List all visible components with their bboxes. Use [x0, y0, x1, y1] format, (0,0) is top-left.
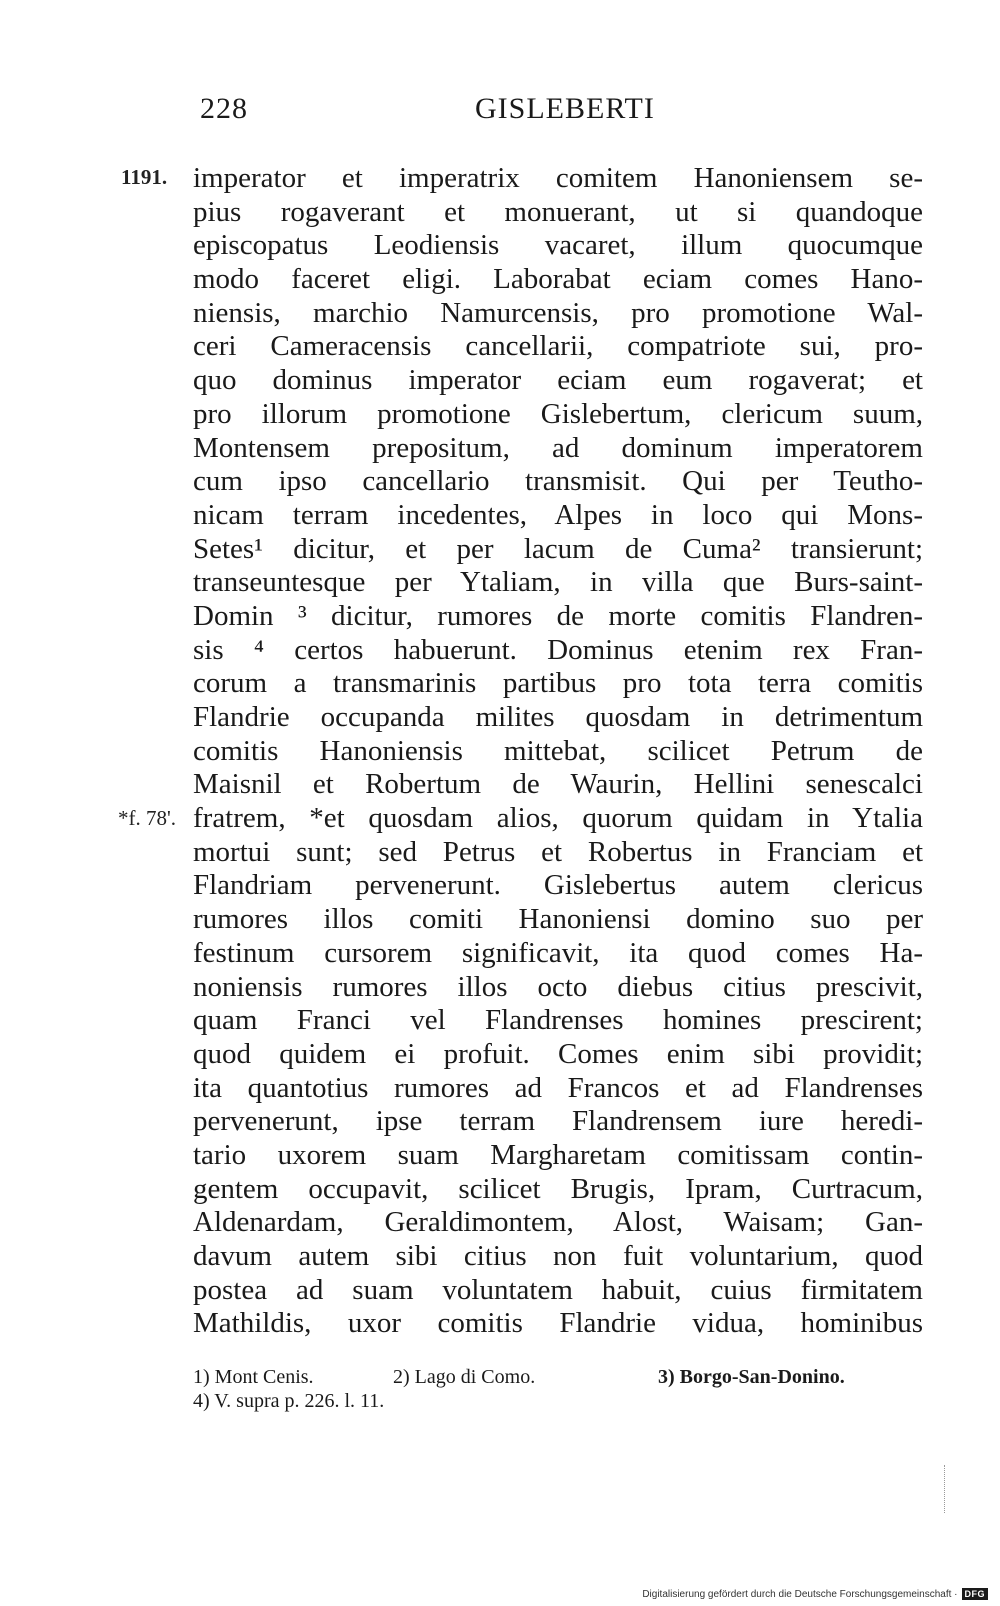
- text-line: postea ad suam voluntatem habuit, cuius firmitatem: [193, 1273, 923, 1306]
- scan-mark: [944, 1465, 946, 1513]
- text-line: ita quantotius rumores ad Francos et ad Flandrenses: [193, 1071, 923, 1104]
- text-line: Maisnil et Robertum de Waurin, Hellini senescalci: [193, 768, 923, 801]
- text-line: pius rogaverant et monuerant, ut si quandoque: [193, 195, 923, 228]
- text-line: cum ipso cancellario transmisit. Qui per Teutho-: [193, 465, 923, 498]
- footnote-4: 4) V. supra p. 226. l. 11.: [193, 1390, 385, 1412]
- footnote-1: 1) Mont Cenis.: [193, 1366, 314, 1388]
- text-line: davum autem sibi citius non fuit voluntarium, quod: [193, 1240, 923, 1272]
- text-line: Domin ³ dicitur, rumores de morte comitis Flandren-: [193, 599, 923, 632]
- text-line: Aldenardam, Geraldimontem, Alost, Waisam; Gan-: [193, 1206, 923, 1239]
- footnotes: [193, 1365, 933, 1413]
- text-line: modo faceret eligi. Laborabat eciam comes Hano-: [193, 263, 923, 296]
- text-line: Flandrie occupanda milites quosdam in detrimentum: [193, 701, 923, 733]
- text-line: sis ⁴ certos habuerunt. Dominus etenim rex Fran-: [193, 633, 923, 666]
- page-number: 228: [200, 92, 248, 125]
- text-line: corum a transmarinis partibus pro tota terra comitis: [193, 667, 923, 700]
- text-line: ceri Cameracensis cancellarii, compatriote sui, pro-: [193, 330, 923, 363]
- credit-text: Digitalisierung gefördert durch die Deutsche Forschungsgemeinschaft ·: [642, 1588, 958, 1600]
- text-line: rumores illos comiti Hanoniensi domino suo per: [193, 903, 923, 936]
- text-line: festinum cursorem significavit, ita quod comes Ha-: [193, 936, 923, 969]
- dfg-logo: DFG: [962, 1588, 989, 1600]
- text-line: niensis, marchio Namurcensis, pro promotione Wal-: [193, 296, 923, 329]
- text-line: Montensem prepositum, ad dominum imperatorem: [193, 431, 923, 464]
- text-line: transeuntesque per Ytaliam, in villa que Burs-saint-: [193, 566, 923, 599]
- footnote-3: 3) Borgo-San-Donino.: [658, 1366, 845, 1388]
- running-head: GISLEBERTI: [475, 92, 655, 125]
- text-line: pervenerunt, ipse terram Flandrensem iure heredi-: [193, 1105, 923, 1138]
- text-line: pro illorum promotione Gislebertum, clericum suum,: [193, 397, 923, 430]
- digitization-credit: [642, 1588, 988, 1600]
- text-line: quo dominus imperator eciam eum rogaverat; et: [193, 364, 923, 397]
- footnote-row: [193, 1365, 933, 1389]
- text-line: tario uxorem suam Margharetam comitissam contin-: [193, 1138, 923, 1171]
- margin-note-year: 1191.: [121, 165, 168, 189]
- text-line: mortui sunt; sed Petrus et Robertus in Franciam et: [193, 835, 923, 868]
- text-line: comitis Hanoniensis mittebat, scilicet Petrum de: [193, 734, 923, 767]
- text-line: Flandriam pervenerunt. Gislebertus autem clericus: [193, 869, 923, 902]
- text-line: imperator et imperatrix comitem Hanoniensem se-: [193, 162, 923, 194]
- body-text: [193, 162, 923, 1341]
- text-line: quam Franci vel Flandrenses homines prescirent;: [193, 1004, 923, 1037]
- text-line: fratrem, *et quosdam alios, quorum quidam in Ytalia: [193, 802, 923, 835]
- footnote-2: 2) Lago di Como.: [393, 1366, 536, 1388]
- text-line: nicam terram incedentes, Alpes in loco qui Mons-: [193, 498, 923, 531]
- footnote-row: [193, 1389, 933, 1413]
- margin-note-folio: *f. 78'.: [118, 806, 177, 830]
- text-line: quod quidem ei profuit. Comes enim sibi providit;: [193, 1037, 923, 1070]
- text-line: noniensis rumores illos octo diebus citius prescivit,: [193, 970, 923, 1003]
- text-line: Setes¹ dicitur, et per lacum de Cuma² transierunt;: [193, 532, 923, 565]
- text-line: episcopatus Leodiensis vacaret, illum quocumque: [193, 229, 923, 262]
- text-line: gentem occupavit, scilicet Brugis, Ipram, Curtracum,: [193, 1172, 923, 1205]
- text-line: Mathildis, uxor comitis Flandrie vidua, hominibus: [193, 1307, 923, 1340]
